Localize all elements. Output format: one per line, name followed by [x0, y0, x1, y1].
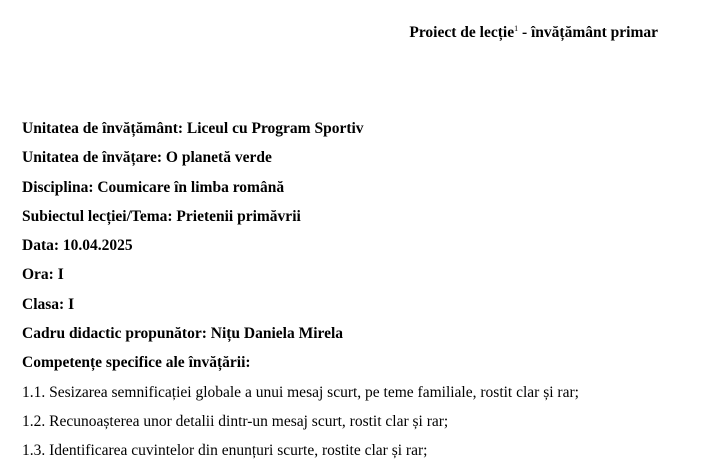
- lesson-info-list: [22, 114, 579, 466]
- lesson-subject-line: Subiectul lecției/Tema: Prietenii primăvrii: [22, 207, 301, 225]
- hour-line: Ora: I: [22, 266, 64, 284]
- competence-item: 1.1. Sesizarea semnificației globale a unui mesaj scurt, pe teme familiale, rostit clar și rar;: [22, 383, 579, 401]
- date-line: Data: 10.04.2025: [22, 237, 133, 255]
- teacher-line: Cadru didactic propunător: Nițu Daniela Mirela: [22, 325, 344, 343]
- document-title-main: Proiect de lecție: [409, 24, 515, 41]
- competence-item: 1.3. Identificarea cuvintelor din enunțuri scurte, rostite clar și rar;: [22, 442, 428, 460]
- class-line: Clasa: I: [22, 295, 75, 313]
- document-title: [409, 24, 658, 42]
- discipline-line: Disciplina: Coumicare în limba română: [22, 178, 285, 196]
- competences-heading: Competențe specifice ale învățării:: [22, 354, 251, 372]
- school-unit-line: Unitatea de învățământ: Liceul cu Program Sportiv: [22, 120, 364, 137]
- competence-item: 1.2. Recunoașterea unor detalii dintr-un mesaj scurt, rostit clar și rar;: [22, 412, 449, 430]
- footnote-mark: 1: [514, 23, 519, 33]
- document-title-rest: - învățământ primar: [518, 24, 658, 41]
- learning-unit-line: Unitatea de învățare: O planetă verde: [22, 149, 272, 167]
